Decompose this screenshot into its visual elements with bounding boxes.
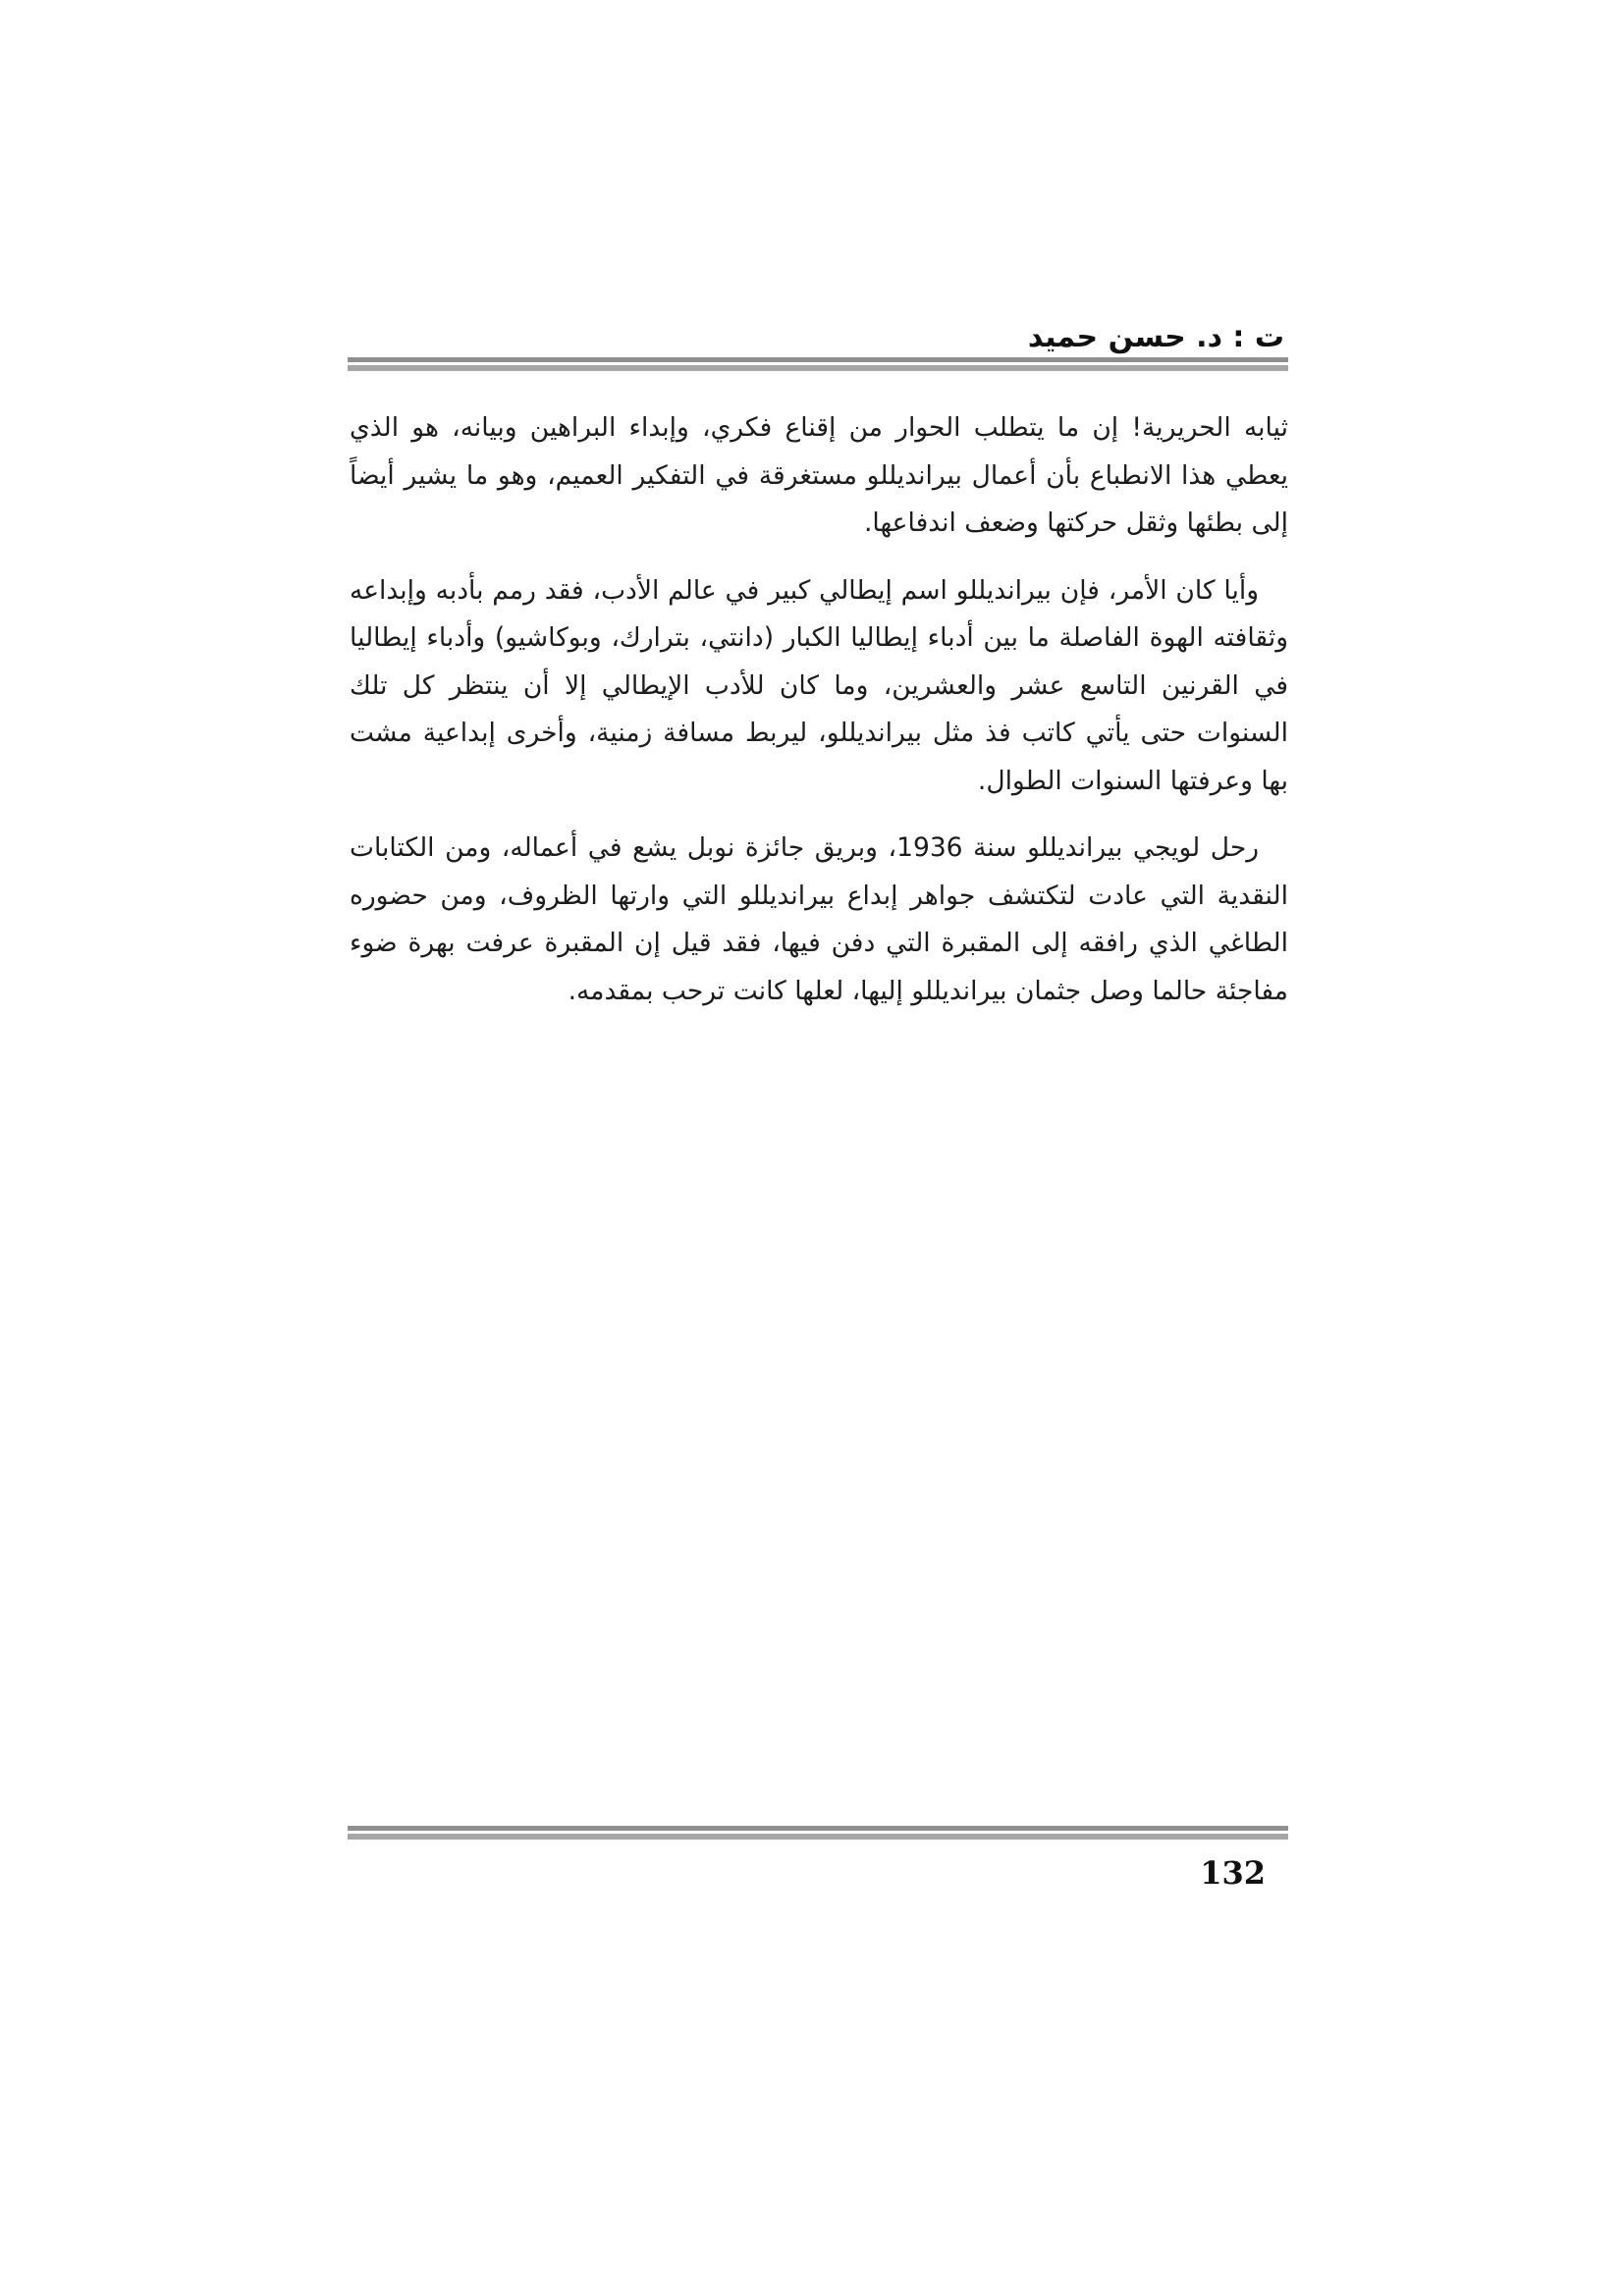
running-header-title: ت : د. حسن حميد <box>1027 320 1284 354</box>
page-body <box>350 404 1288 1035</box>
header-divider <box>348 357 1288 371</box>
paragraph-3: رحل لويجي بيرانديللو سنة 1936، وبريق جائزة نوبل يشع في أعماله، ومن الكتابات النقدية التي عادت لتكتشف جواهر إبداع بيرانديللو التي وارتها الظروف، ومن حضوره الطاغي الذي رافقه إلى المقبرة التي دفن فيها، فقد قيل إن المقبرة عرفت بهرة ضوء مفاجئة حالما وصل جثمان بيرانديللو إليها، لعلها كانت ترحب بمقدمه. <box>350 832 1288 1006</box>
paragraph-1: ثيابه الحريرية! إن ما يتطلب الحوار من إقناع فكري، وإبداء البراهين وبيانه، هو الذي يعطي هذا الانطباع بأن أعمال بيرانديللو مستغرقة في التفكير العميم، وهو ما يشير أيضاً إلى بطئها وثقل حركتها وضعف اندفاعها. <box>350 412 1288 538</box>
footer-divider <box>348 1826 1288 1840</box>
paragraph-2: وأيا كان الأمر، فإن بيرانديللو اسم إيطالي كبير في عالم الأدب، فقد رمم بأدبه وإبداعه وثقافته الهوة الفاصلة ما بين أدباء إيطاليا الكبار (دانتي، بترارك، وبوكاشيو) وأدباء إيطاليا في القرنين التاسع عشر والعشرين، وما كان للأدب الإيطالي إلا أن ينتظر كل تلك السنوات حتى يأتي كاتب فذ مثل بيرانديللو، ليربط مسافة زمنية، وأخرى إبداعية مشت بها وعرفتها السنوات الطوال. <box>350 574 1288 796</box>
page-number: 132 <box>1200 1854 1266 1892</box>
